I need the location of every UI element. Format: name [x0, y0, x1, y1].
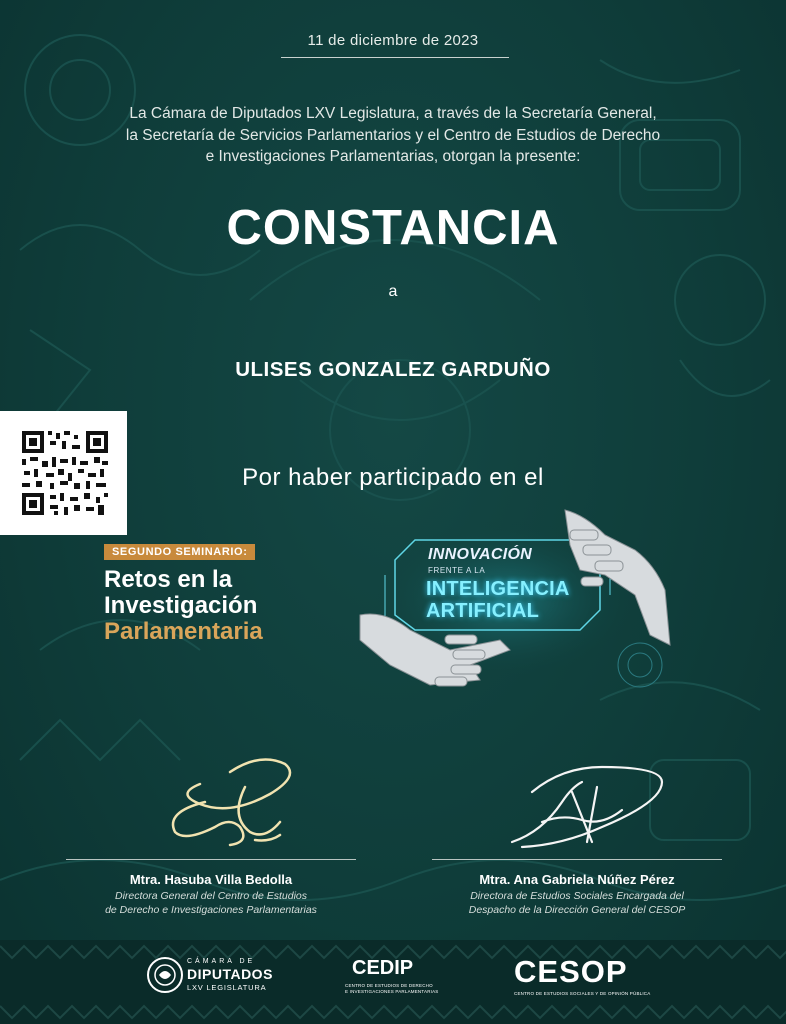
ai-title-line: INNOVACIÓN: [428, 546, 533, 563]
signatory-role: de Derecho e Investigaciones Parlamentarias: [105, 904, 317, 916]
camara-logo-line: DIPUTADOS: [187, 966, 273, 982]
signature-icon: [502, 762, 672, 852]
connector-word: a: [388, 283, 398, 300]
seminar-badge: SEGUNDO SEMINARIO:: [104, 544, 255, 560]
date-underline: [281, 57, 509, 58]
signature-line: [432, 859, 722, 860]
signatory-role: Despacho de la Dirección General del CESOP: [468, 904, 686, 916]
cedip-logo-name: CEDIP: [352, 957, 414, 979]
cedip-logo-subtitle: E INVESTIGACIONES PARLAMENTARIAS: [345, 989, 439, 994]
intro-line: la Secretaría de Servicios Parlamentarios y el Centro de Estudios de Derecho: [125, 126, 661, 144]
signature-icon: [160, 752, 310, 847]
intro-text: [50, 103, 736, 168]
recipient-name: ULISES GONZALEZ GARDUÑO: [235, 358, 551, 381]
issue-date: 11 de diciembre de 2023: [307, 32, 479, 49]
intro-line: La Cámara de Diputados LXV Legislatura, a través de la Secretaría General,: [129, 105, 657, 122]
ai-title-line: ARTIFICIAL: [426, 600, 540, 622]
certificate-title: CONSTANCIA: [226, 201, 560, 255]
signatory-name: Mtra. Hasuba Villa Bedolla: [129, 872, 293, 887]
cedip-logo-subtitle: CENTRO DE ESTUDIOS DE DERECHO: [345, 983, 433, 988]
camara-logo-line: LXV LEGISLATURA: [187, 983, 267, 992]
signature-line: [66, 859, 356, 860]
signatory-name: Mtra. Ana Gabriela Núñez Pérez: [479, 872, 675, 887]
cesop-logo-subtitle: CENTRO DE ESTUDIOS SOCIALES Y DE OPINIÓN PÚBLICA: [514, 991, 651, 996]
camara-logo-line: CÁMARA DE: [187, 958, 256, 965]
ai-title-line: INTELIGENCIA: [426, 578, 570, 600]
ai-subtitle-line: FRENTE A LA: [428, 566, 486, 575]
participation-text: Por haber participado en el: [242, 464, 544, 491]
intro-line: e Investigaciones Parlamentarias, otorgan la presente:: [205, 148, 581, 165]
seminar-title-line: Retos en la: [104, 566, 233, 593]
cesop-logo-name: CESOP: [514, 954, 628, 989]
seminar-title-line: Investigación: [104, 592, 258, 619]
signatory-role: Directora de Estudios Sociales Encargada del: [470, 890, 684, 902]
signatory-role: Directora General del Centro de Estudios: [114, 890, 307, 902]
seminar-title-highlight: Parlamentaria: [104, 618, 263, 645]
footer-pattern: [0, 940, 786, 1024]
